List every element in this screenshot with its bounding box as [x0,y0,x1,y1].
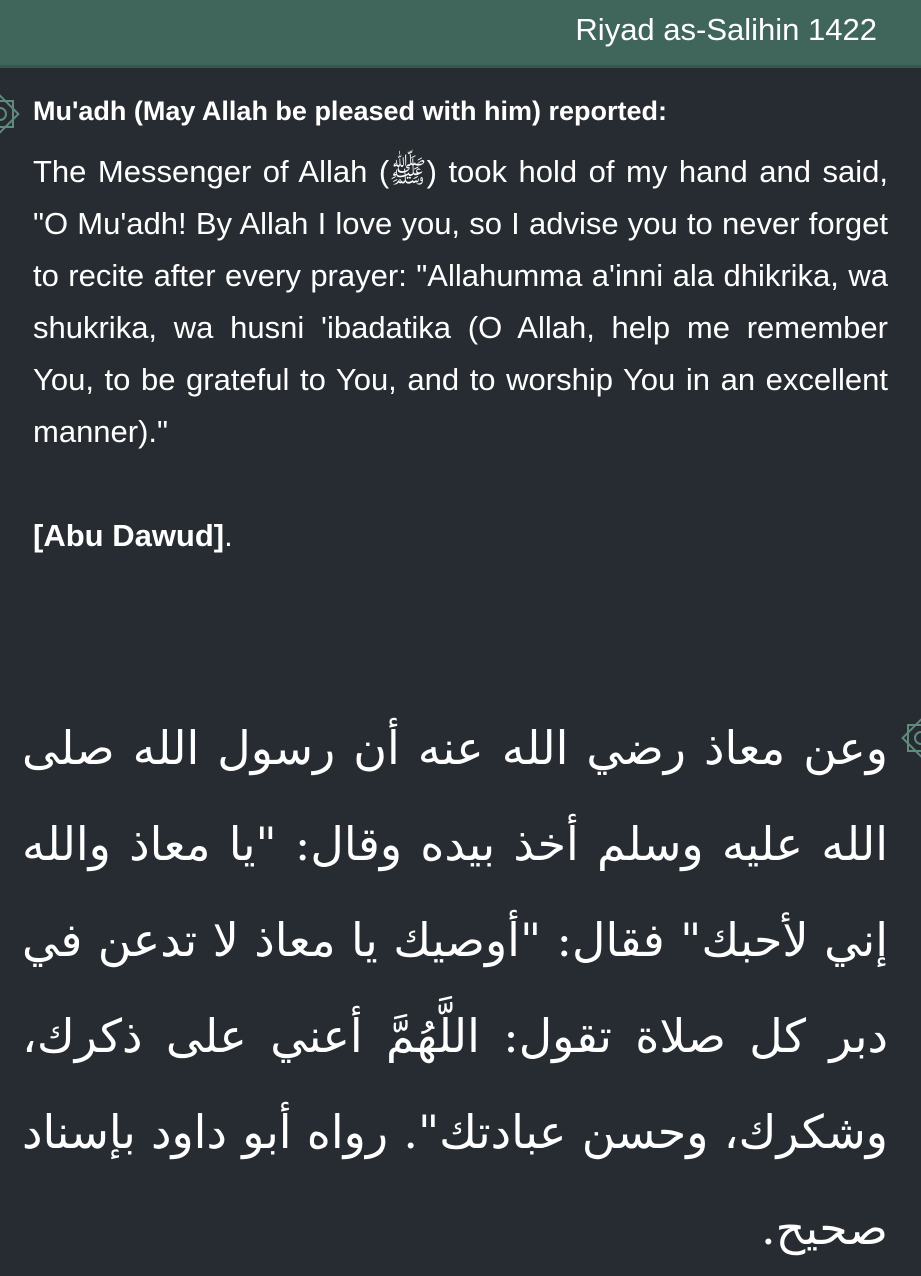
hadith-arabic-text: وعن معاذ رضي الله عنه أن رسول الله صلى الله عليه وسلم أخذ بيده وقال: "يا معاذ والله إني لأحبك" فقال: "أوصيك يا معاذ لا تدعن في دبر كل صلاة تقول: اللَّهُمَّ أعني على ذكرك، وشكرك، وحسن عبادتك". رواه أبو داود بإسناد صحيح. [22,721,888,1255]
source-name: [Abu Dawud] [33,518,225,553]
narrator-line: Mu'adh (May Allah be pleased with him) reported: [33,96,667,126]
hadith-english-section [33,88,888,562]
hadith-text: The Messenger of Allah (ﷺ) took hold of my hand and said, "O Mu'adh! By Allah I love you, so I advise you to never forget to recite after every prayer: "Allahumma a'inni ala dhikrika, wa shukrika, wa husni 'ibadatika (O Allah, help me remember You, to be grateful to You, and to worship You in an excellent manner)." [33,154,888,449]
octagram-ornament-icon [893,718,921,758]
app-header [0,0,921,68]
hadith-source [33,510,888,562]
header-title: Riyad as-Salihin 1422 [575,12,877,47]
source-period: . [224,518,233,553]
octagram-ornament-icon [0,94,28,134]
